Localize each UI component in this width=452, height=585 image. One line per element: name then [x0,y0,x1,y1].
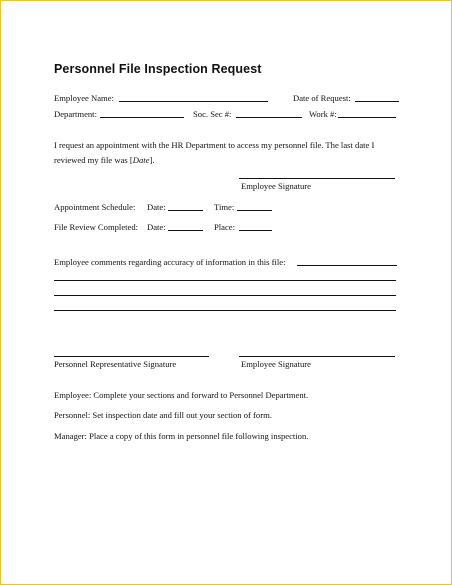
department-label: Department: [54,109,97,119]
comments-line-3[interactable] [54,295,396,296]
employee-signature-line[interactable] [239,178,395,179]
employee-name-label: Employee Name: [54,93,114,103]
soc-sec-label: Soc. Sec #: [193,109,232,119]
date-of-request-label: Date of Request: [293,93,351,103]
personnel-rep-signature-label: Personnel Representative Signature [54,359,177,369]
request-text-end: ]. [149,155,155,165]
work-number-field[interactable] [338,117,396,118]
date-of-request-field[interactable] [355,101,399,102]
request-date-placeholder: Date [132,155,150,165]
comments-label: Employee comments regarding accuracy of information in this file: [54,257,286,267]
review-place-label: Place: [214,222,235,232]
personnel-rep-signature-line[interactable] [54,356,209,357]
appointment-time-label: Time: [214,202,235,212]
department-field[interactable] [100,117,184,118]
request-paragraph [54,138,399,168]
form-title: Personnel File Inspection Request [54,62,262,76]
instruction-employee: Employee: Complete your sections and forward to Personnel Department. [54,390,309,400]
comments-line-1[interactable] [297,265,397,266]
comments-line-4[interactable] [54,310,396,311]
work-number-label: Work #: [309,109,337,119]
appointment-date-field[interactable] [168,210,203,211]
file-review-label: File Review Completed: [54,222,139,232]
review-date-label: Date: [147,222,166,232]
appointment-date-label: Date: [147,202,166,212]
instruction-manager: Manager: Place a copy of this form in personnel file following inspection. [54,431,309,441]
appointment-schedule-label: Appointment Schedule: [54,202,136,212]
soc-sec-field[interactable] [236,117,302,118]
comments-line-2[interactable] [54,280,396,281]
employee-signature-label: Employee Signature [241,181,311,191]
review-date-field[interactable] [168,230,203,231]
appointment-time-field[interactable] [237,210,272,211]
review-place-field[interactable] [239,230,272,231]
request-text: I request an appointment with the HR Department to access my personnel file. The last date I reviewed my file was [ [54,140,375,165]
instruction-personnel: Personnel: Set inspection date and fill out your section of form. [54,410,272,420]
employee-name-field[interactable] [119,101,268,102]
employee-signature-line-2[interactable] [239,356,395,357]
employee-signature-label-2: Employee Signature [241,359,311,369]
